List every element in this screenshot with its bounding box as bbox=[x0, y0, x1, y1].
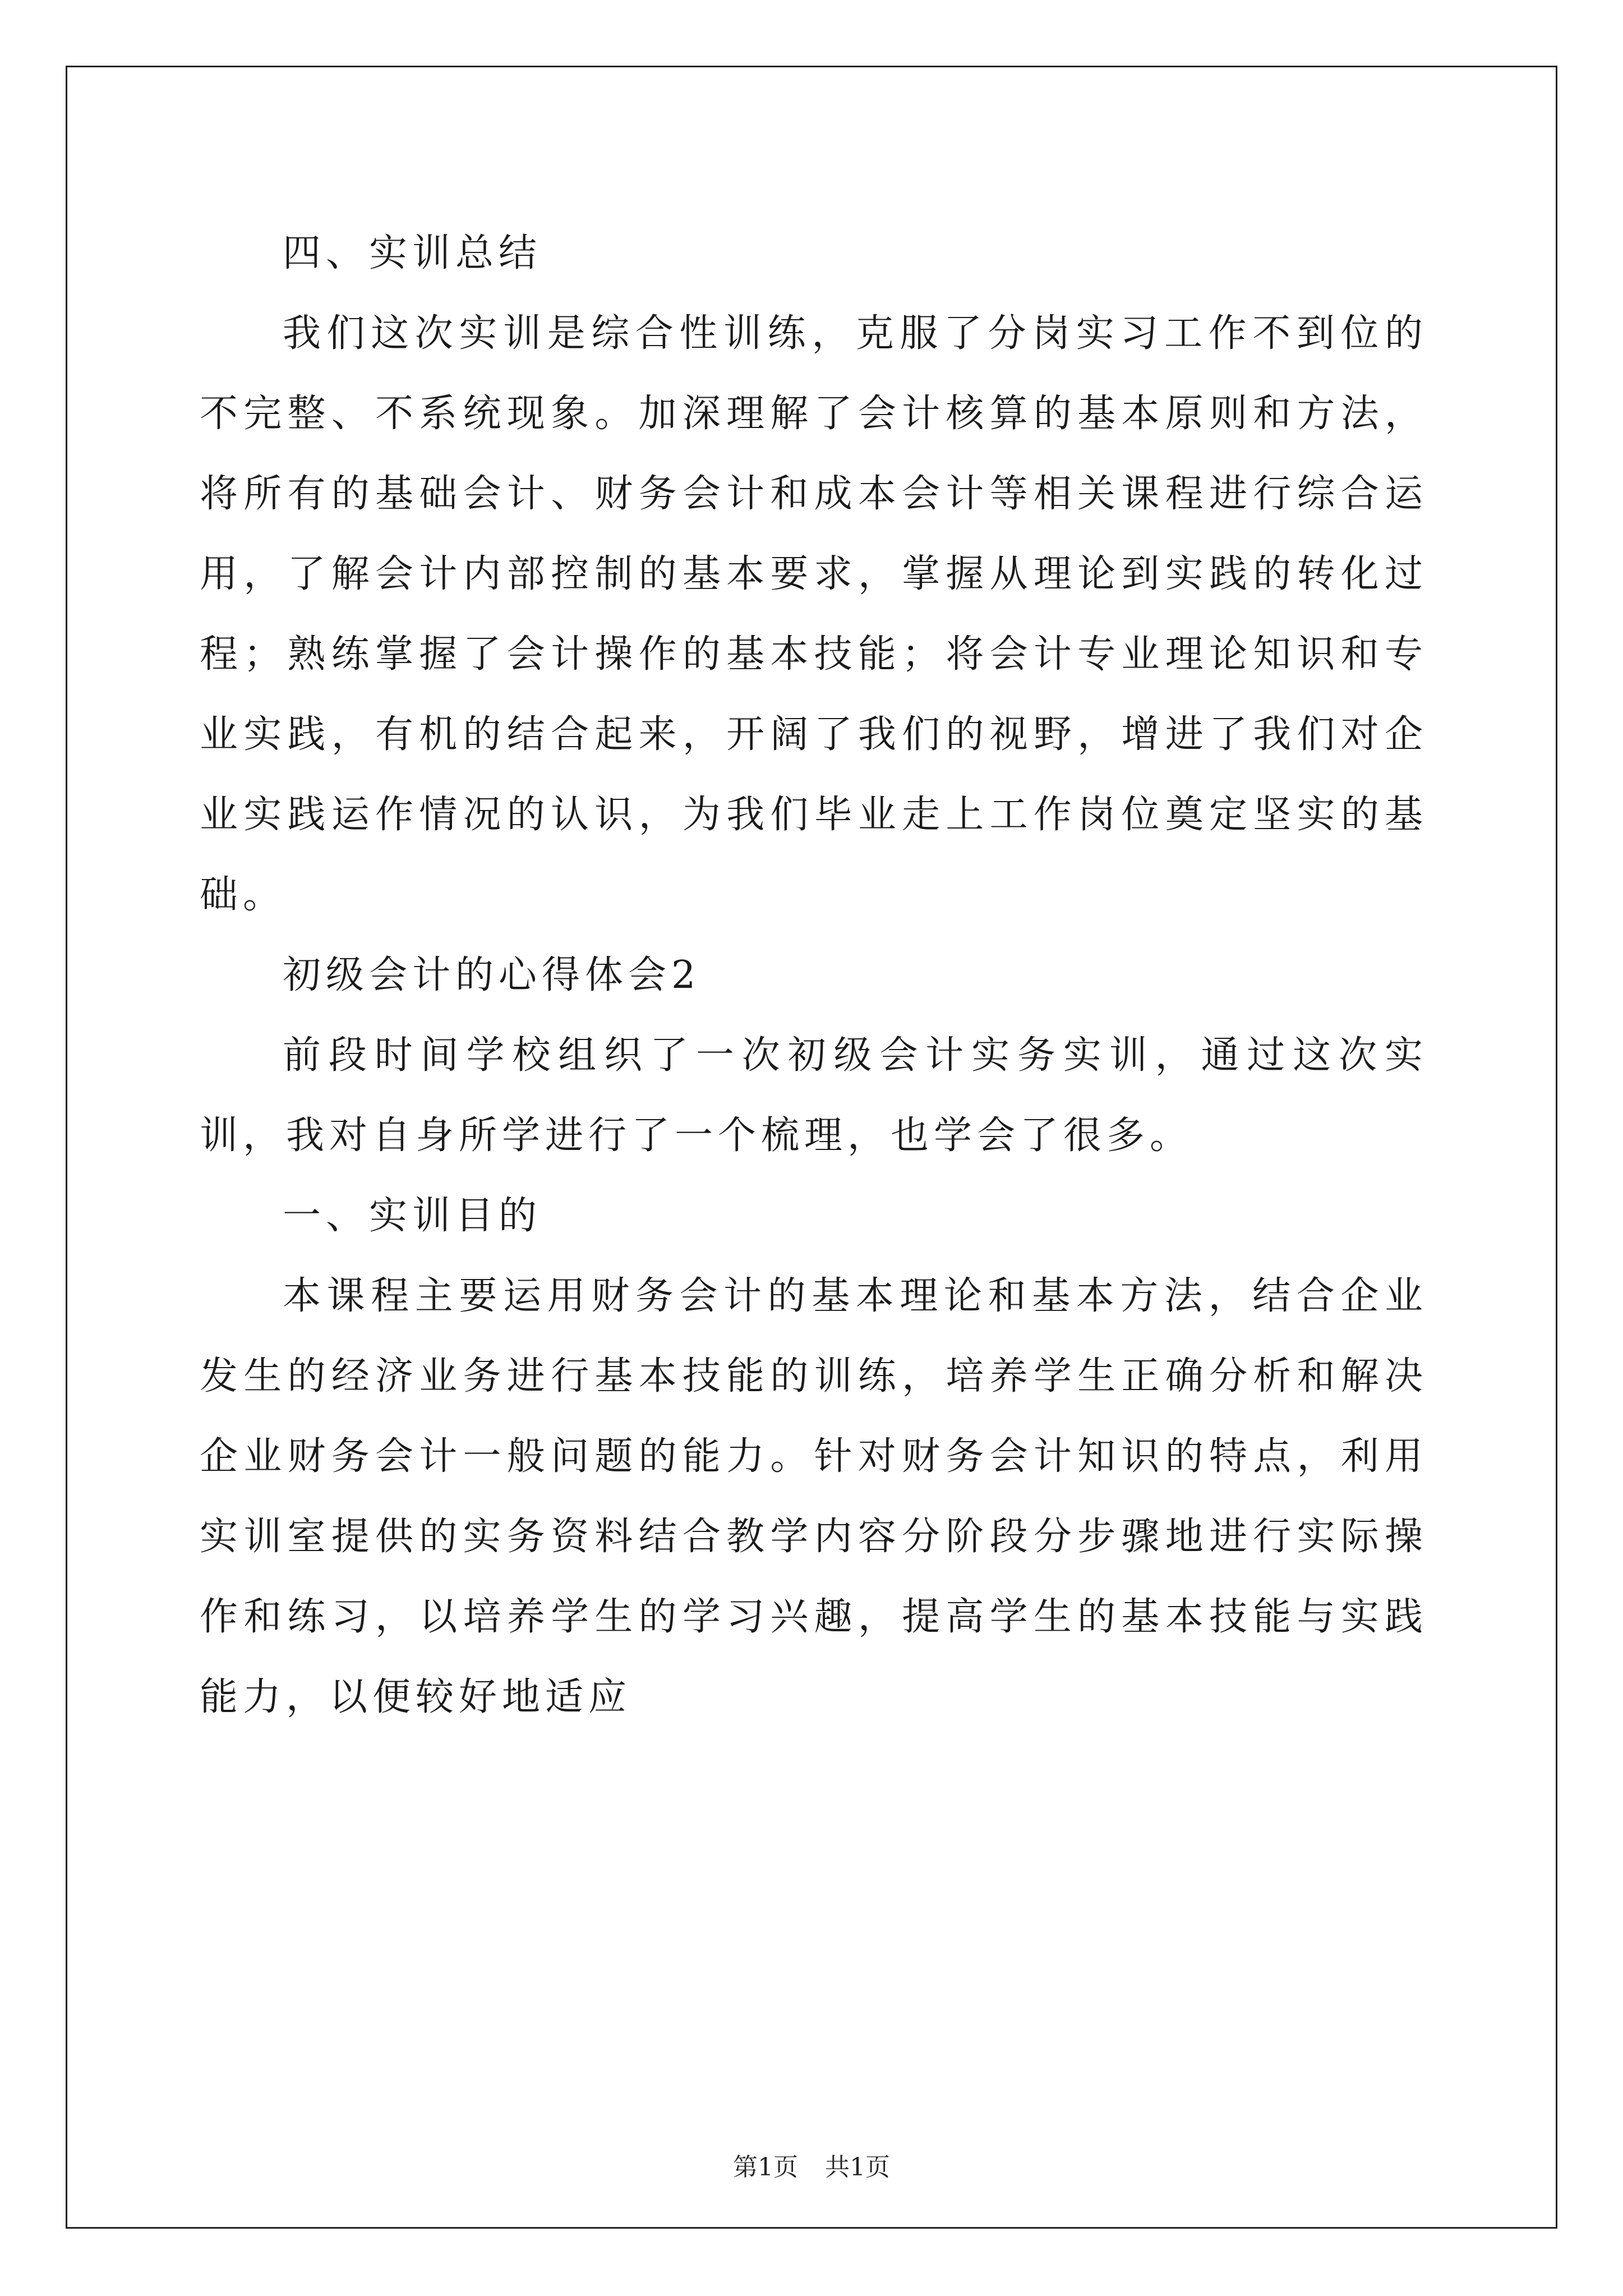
document-body bbox=[200, 213, 1428, 1737]
paragraph-summary: 我们这次实训是综合性训练，克服了分岗实习工作不到位的不完整、不系统现象。加深理解了会计核算的基本原则和方法，将所有的基础会计、财务会计和成本会计等相关课程进行综合运用，了解会计内部控制的基本要求，掌握从理论到实践的转化过程；熟练掌握了会计操作的基本技能；将会计专业理论知识和专业实践，有机的结合起来，开阔了我们的视野，增进了我们对企业实践运作情况的认识，为我们毕业走上工作岗位奠定坚实的基础。 bbox=[200, 311, 1428, 917]
page-footer bbox=[0, 2152, 1623, 2183]
page-number-total: 共1页 bbox=[825, 2153, 890, 2182]
article-title-2: 初级会计的心得体会2 bbox=[283, 953, 701, 997]
paragraph-intro: 前段时间学校组织了一次初级会计实务实训，通过这次实训，我对自身所学进行了一个梳理，也学会了很多。 bbox=[200, 1033, 1428, 1158]
paragraph-purpose: 本课程主要运用财务会计的基本理论和基本方法，结合企业发生的经济业务进行基本技能的训练，培养学生正确分析和解决企业财务会计一般问题的能力。针对财务会计知识的特点，利用实训室提供的实务资料结合教学内容分阶段分步骤地进行实际操作和练习，以培养学生的学习兴趣，提高学生的基本技能与实践能力，以便较好地适应 bbox=[200, 1274, 1428, 1719]
section-heading-purpose: 一、实训目的 bbox=[283, 1194, 542, 1238]
page-number-current: 第1页 bbox=[733, 2153, 798, 2182]
section-heading-summary: 四、实训总结 bbox=[283, 231, 542, 275]
